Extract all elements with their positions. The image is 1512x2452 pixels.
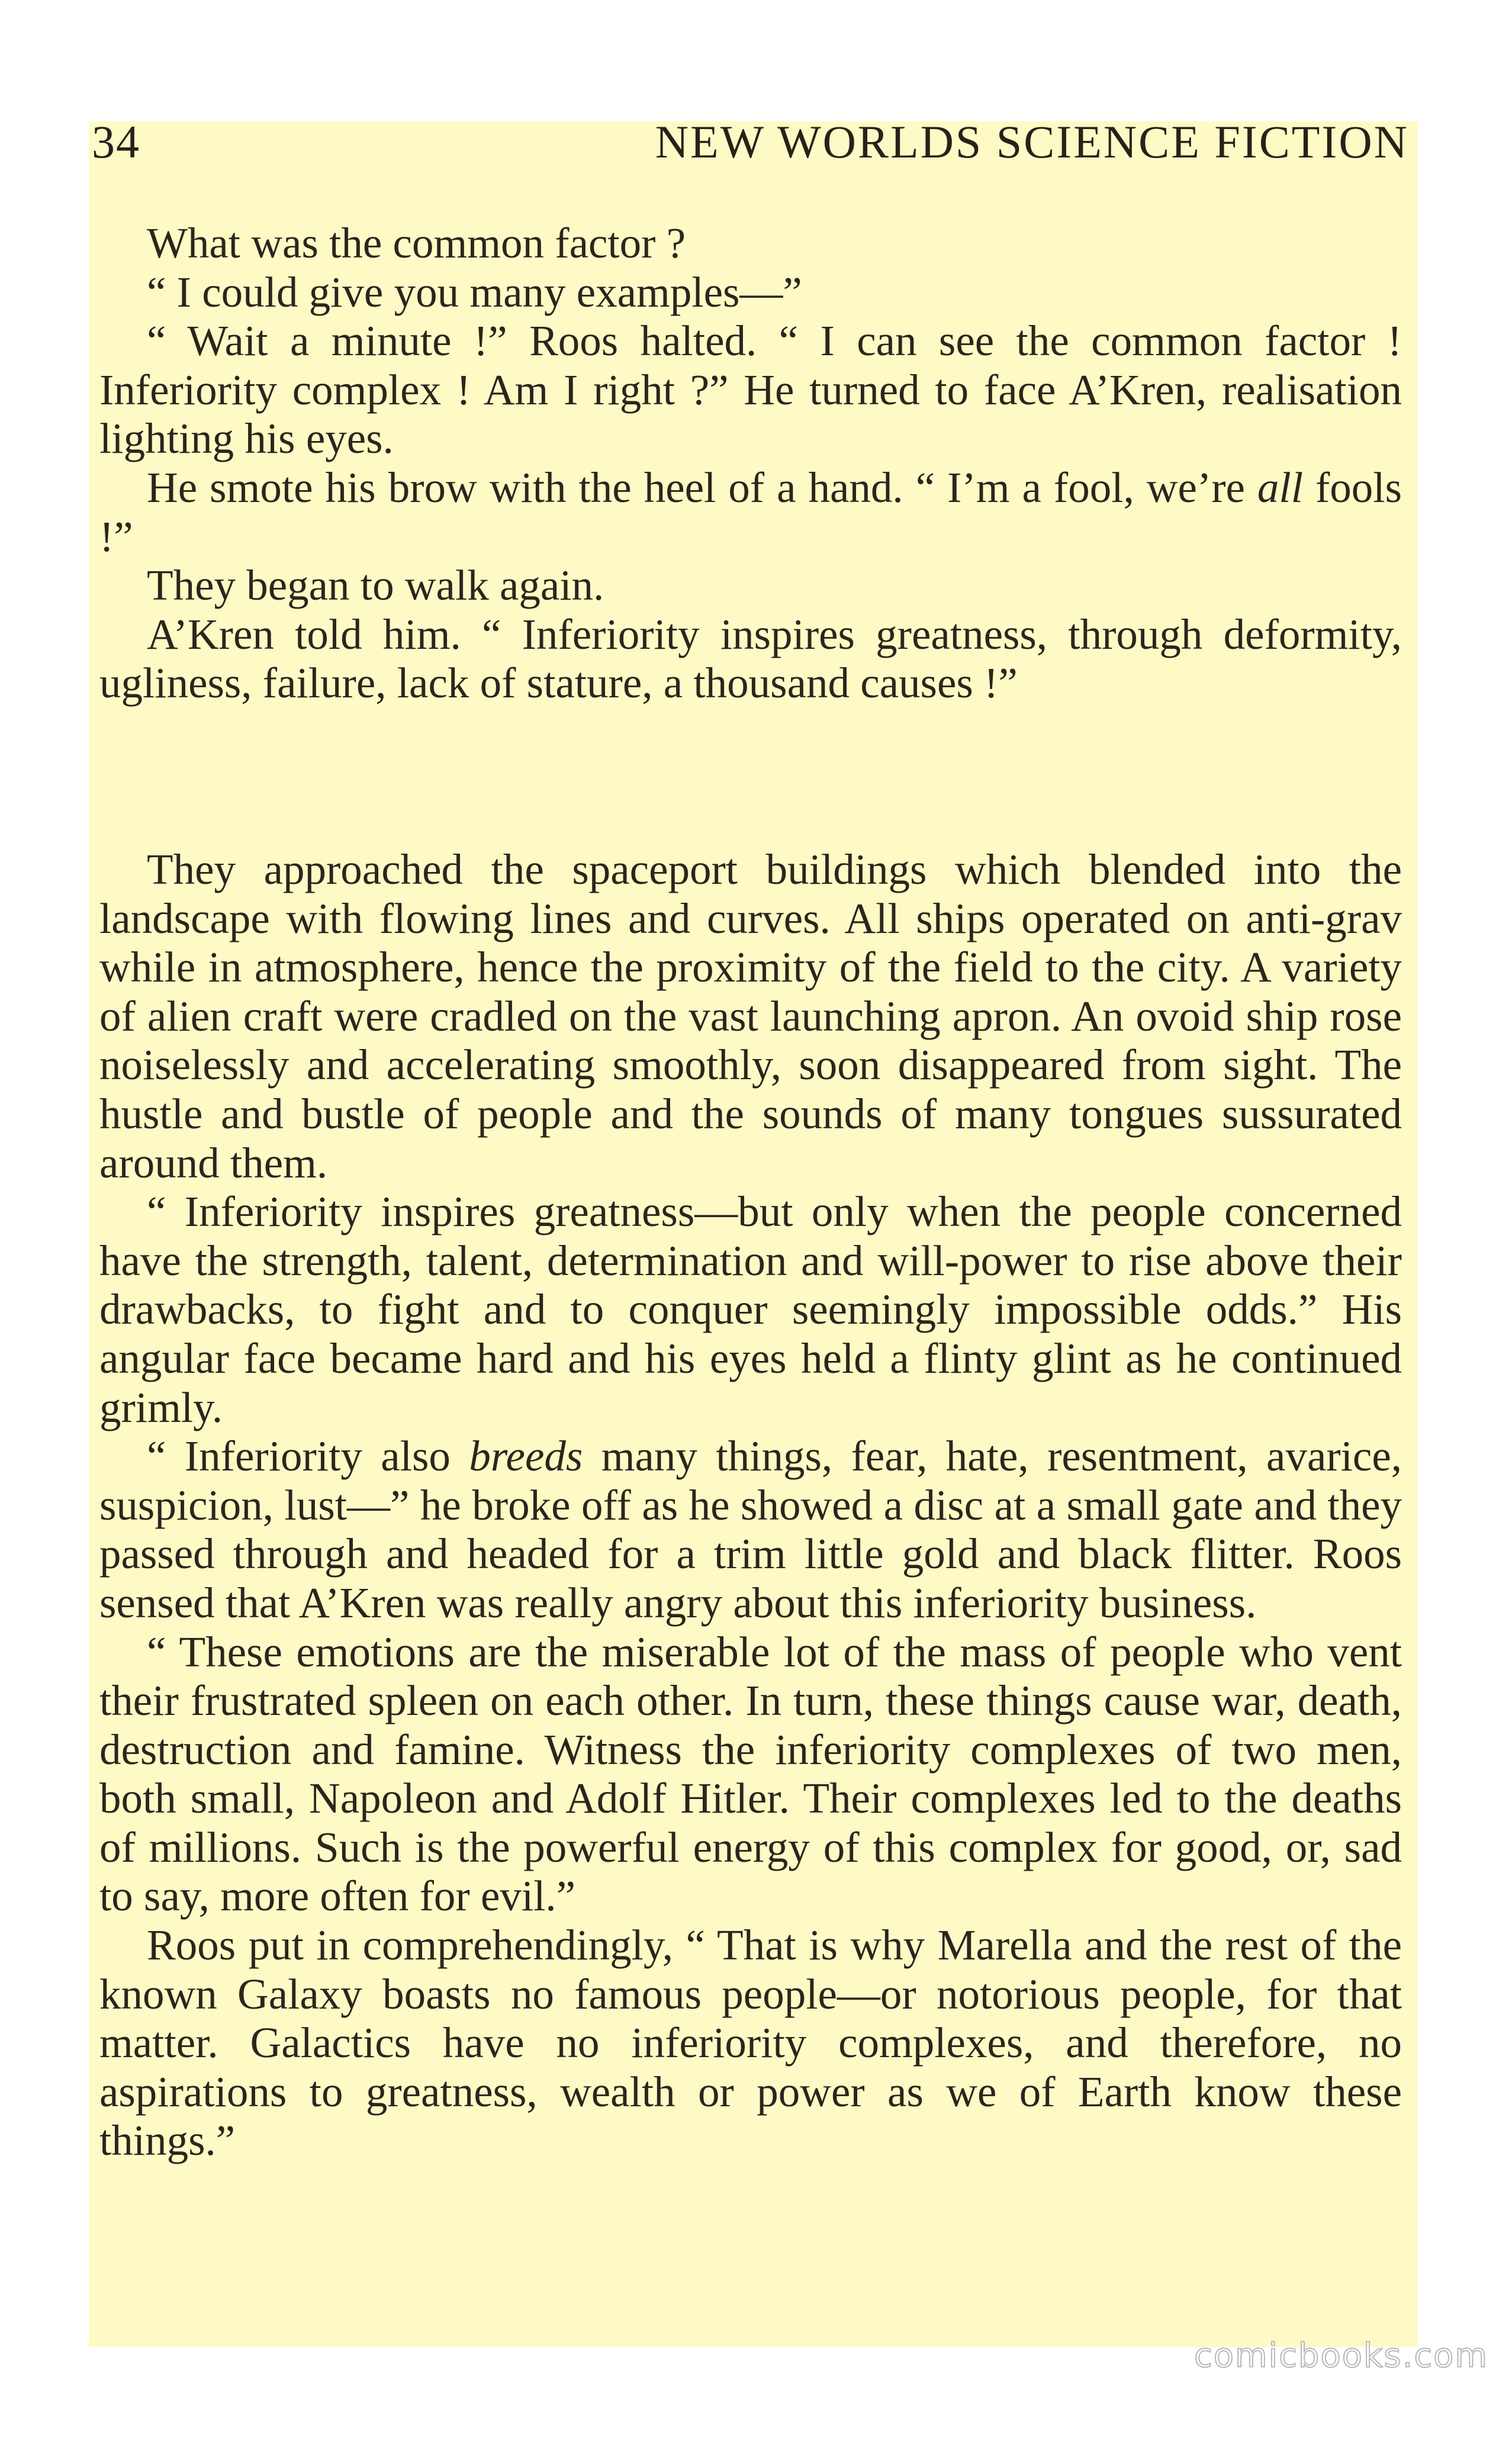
paragraph: Roos put in comprehendingly, “ That is why Marella and the rest of the known Galaxy boasts no famous people—or notorious people, for that matter. Galactics have no inferiority complexes, and therefore, no aspirations to greatness, wealth or power as we of Earth know these things.” <box>99 1921 1402 2165</box>
paragraph <box>99 1432 1402 1627</box>
page-number: 34 <box>92 116 140 168</box>
italic-emphasis: all <box>1257 463 1303 511</box>
text-run: fools !” <box>99 463 1402 561</box>
paragraph: “ I could give you many examples—” <box>147 268 802 316</box>
paragraph: They approached the spaceport buildings which blended into the landscape with flowing lines and curves. All ships operated on anti-grav while in atmosphere, hence the proximity of the field to the city. A variety of alien craft were cradled on the vast launching apron. An ovoid ship rose noiselessly and accelerating smoothly, soon disappeared from sight. The hustle and bustle of people and the sounds of many tongues sussurated around them. <box>99 845 1402 1187</box>
text-run: “ Inferiority also <box>147 1432 469 1481</box>
running-head <box>92 115 1409 169</box>
text-run: He smote his brow with the heel of a hand. “ I’m a fool, we’re <box>147 463 1257 511</box>
text-run: many things, fear, hate, resentment, avarice, suspicion, lust—” he broke off as he showed a disc at a small gate and they passed through and headed for a trim little gold and black flitter. Roos sensed that A’Kren was really angry about this inferiority business. <box>99 1432 1402 1627</box>
paragraph: “ Wait a minute !” Roos halted. “ I can see the common factor ! Inferiority complex ! Am I right ?” He turned to face A’Kren, realisation lighting his eyes. <box>99 317 1402 463</box>
paragraph: “ Inferiority inspires greatness—but only when the people concerned have the strength, talent, determination and will-power to rise above their drawbacks, to fight and to conquer seemingly impossible odds.” His angular face became hard and his eyes held a flinty glint as he continued grimly. <box>99 1188 1402 1431</box>
text-block-1 <box>99 219 1402 708</box>
magazine-title: NEW WORLDS SCIENCE FICTION <box>655 116 1409 168</box>
paragraph: “ These emotions are the miserable lot of the mass of people who vent their frustrated spleen on each other. In turn, these things cause war, death, destruction and famine. Witness the inferiority complexes of two men, both small, Napoleon and Adolf Hitler. Their complexes led to the deaths of millions. Such is the powerful energy of this complex for good, or, sad to say, more often for evil.” <box>99 1627 1402 1920</box>
paragraph: They began to walk again. <box>147 561 604 610</box>
watermark: comicbooks.com <box>1193 2337 1488 2375</box>
italic-emphasis: breeds <box>469 1432 583 1481</box>
paragraph: What was the common factor ? <box>147 219 686 267</box>
paragraph <box>99 464 1402 561</box>
text-block-2 <box>99 845 1402 2165</box>
paragraph: A’Kren told him. “ Inferiority inspires greatness, through deformity, ugliness, failure, lack of stature, a thousand causes !” <box>99 610 1402 707</box>
